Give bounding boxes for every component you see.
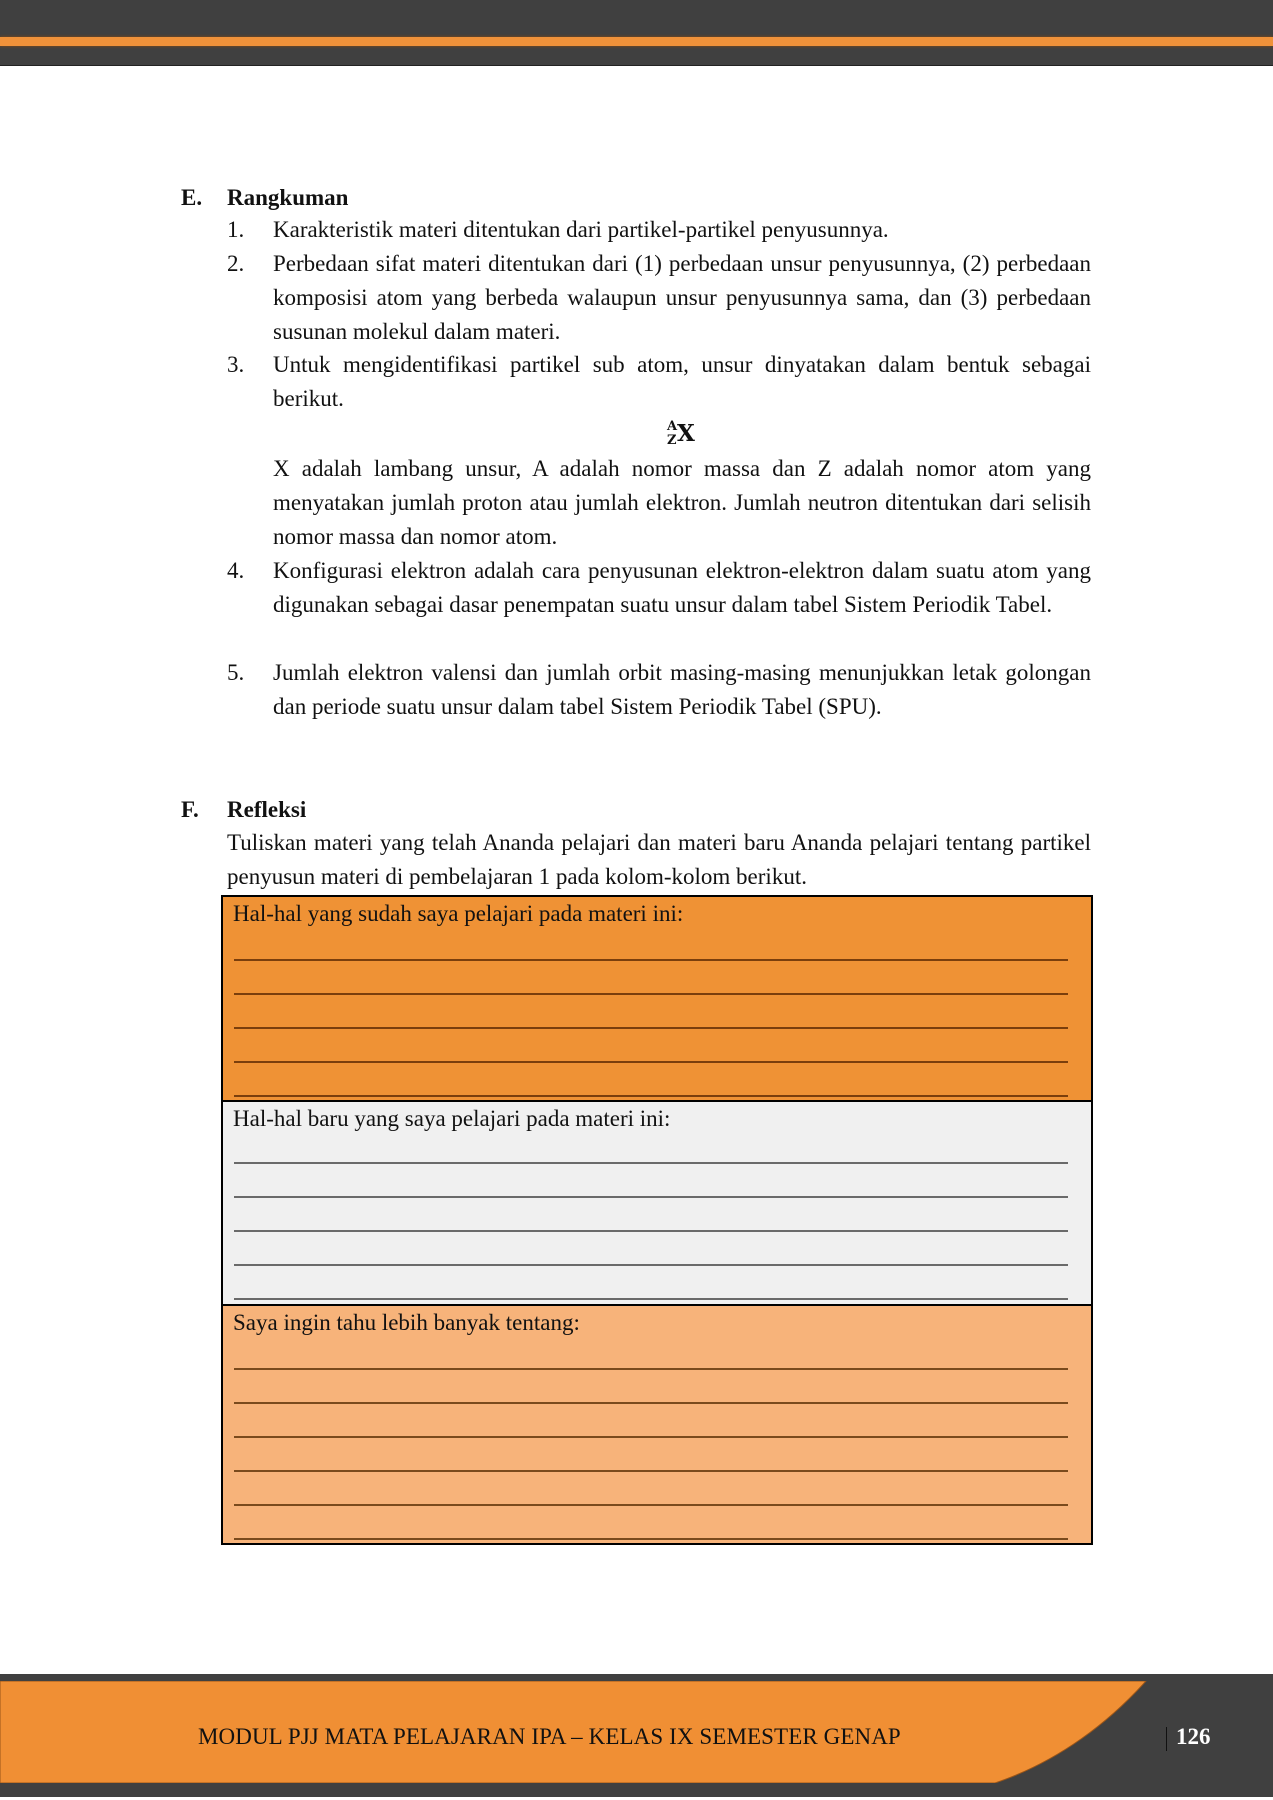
writing-line — [234, 1230, 1068, 1232]
writing-line — [234, 1538, 1068, 1540]
summary-item-4 — [227, 554, 1091, 656]
reflection-cell-new[interactable] — [223, 1102, 1091, 1306]
section-title: Rangkuman — [227, 185, 349, 210]
writing-line — [234, 1368, 1068, 1370]
item-text: Karakteristik materi ditentukan dari partikel-partikel penyusunnya. — [273, 217, 889, 242]
section-letter: F. — [181, 797, 199, 822]
summary-item-2 — [227, 247, 1091, 349]
page-number: 126 — [1176, 1724, 1211, 1749]
footer-divider — [1166, 1727, 1167, 1751]
item-text: Konfigurasi elektron adalah cara penyusunan elektron-elektron dalam suatu atom yang digunakan sebagai dasar penempatan suatu unsur dalam tabel Sistem Periodik Tabel. — [273, 558, 1091, 617]
element-symbol: X — [677, 420, 695, 447]
writing-line — [234, 1402, 1068, 1404]
item-number: 2. — [227, 251, 245, 276]
refleksi-intro: Tuliskan materi yang telah Ananda pelajari dan materi baru Ananda pelajari tentang partikel penyusun materi di pembelajaran 1 pada kolom-kolom berikut. — [227, 830, 1091, 889]
writing-line — [234, 1162, 1068, 1164]
summary-item-5 — [227, 656, 1091, 724]
item-text: Jumlah elektron valensi dan jumlah orbit masing-masing menunjukkan letak golongan dan periode suatu unsur dalam tabel Sistem Periodik Tabel (SPU). — [273, 660, 1091, 719]
section-title: Refleksi — [227, 797, 307, 822]
writing-line — [234, 959, 1068, 961]
atomic-number: Z — [667, 433, 677, 448]
footer-module-title: MODUL PJJ MATA PELAJARAN IPA – KELAS IX SEMESTER GENAP — [198, 1724, 901, 1749]
writing-line — [234, 1027, 1068, 1029]
item-number: 4. — [227, 558, 245, 583]
cell-label: Hal-hal baru yang saya pelajari pada materi ini: — [233, 1106, 671, 1131]
summary-item-1 — [227, 213, 1091, 247]
item-number: 5. — [227, 660, 245, 685]
writing-line — [234, 1298, 1068, 1300]
mass-number: A — [667, 419, 678, 434]
writing-line — [234, 1470, 1068, 1472]
item-text: Untuk mengidentifikasi partikel sub atom, unsur dinyatakan dalam bentuk sebagai berikut. — [273, 352, 1091, 411]
reflection-cell-curious[interactable] — [223, 1306, 1091, 1543]
notation-explanation: X adalah lambang unsur, A adalah nomor massa dan Z adalah nomor atom yang menyatakan jumlah proton atau jumlah elektron. Jumlah neutron ditentukan dari selisih nomor massa dan nomor atom. — [273, 456, 1091, 549]
section-heading-refleksi — [181, 793, 781, 827]
summary-item-3 — [227, 348, 1091, 416]
writing-line — [234, 993, 1068, 995]
page-header-stripe — [0, 37, 1273, 46]
cell-label: Hal-hal yang sudah saya pelajari pada materi ini: — [233, 901, 684, 926]
section-heading-rangkuman — [181, 181, 781, 215]
page-header-band — [0, 0, 1273, 66]
reflection-cell-learned[interactable] — [223, 897, 1091, 1102]
item-text: Perbedaan sifat materi ditentukan dari (1) perbedaan unsur penyusunnya, (2) perbedaan komposisi atom yang berbeda walaupun unsur penyusunnya sama, dan (3) perbedaan susunan molekul dalam materi. — [273, 251, 1091, 344]
writing-line — [234, 1436, 1068, 1438]
item-number: 3. — [227, 352, 245, 377]
writing-line — [234, 1264, 1068, 1266]
reflection-table — [221, 895, 1093, 1545]
writing-line — [234, 1061, 1068, 1063]
writing-line — [234, 1196, 1068, 1198]
isotope-notation — [667, 419, 707, 453]
section-letter: E. — [181, 185, 203, 210]
item-number: 1. — [227, 217, 245, 242]
writing-line — [234, 1504, 1068, 1506]
cell-label: Saya ingin tahu lebih banyak tentang: — [233, 1310, 580, 1335]
writing-line — [234, 1095, 1068, 1097]
